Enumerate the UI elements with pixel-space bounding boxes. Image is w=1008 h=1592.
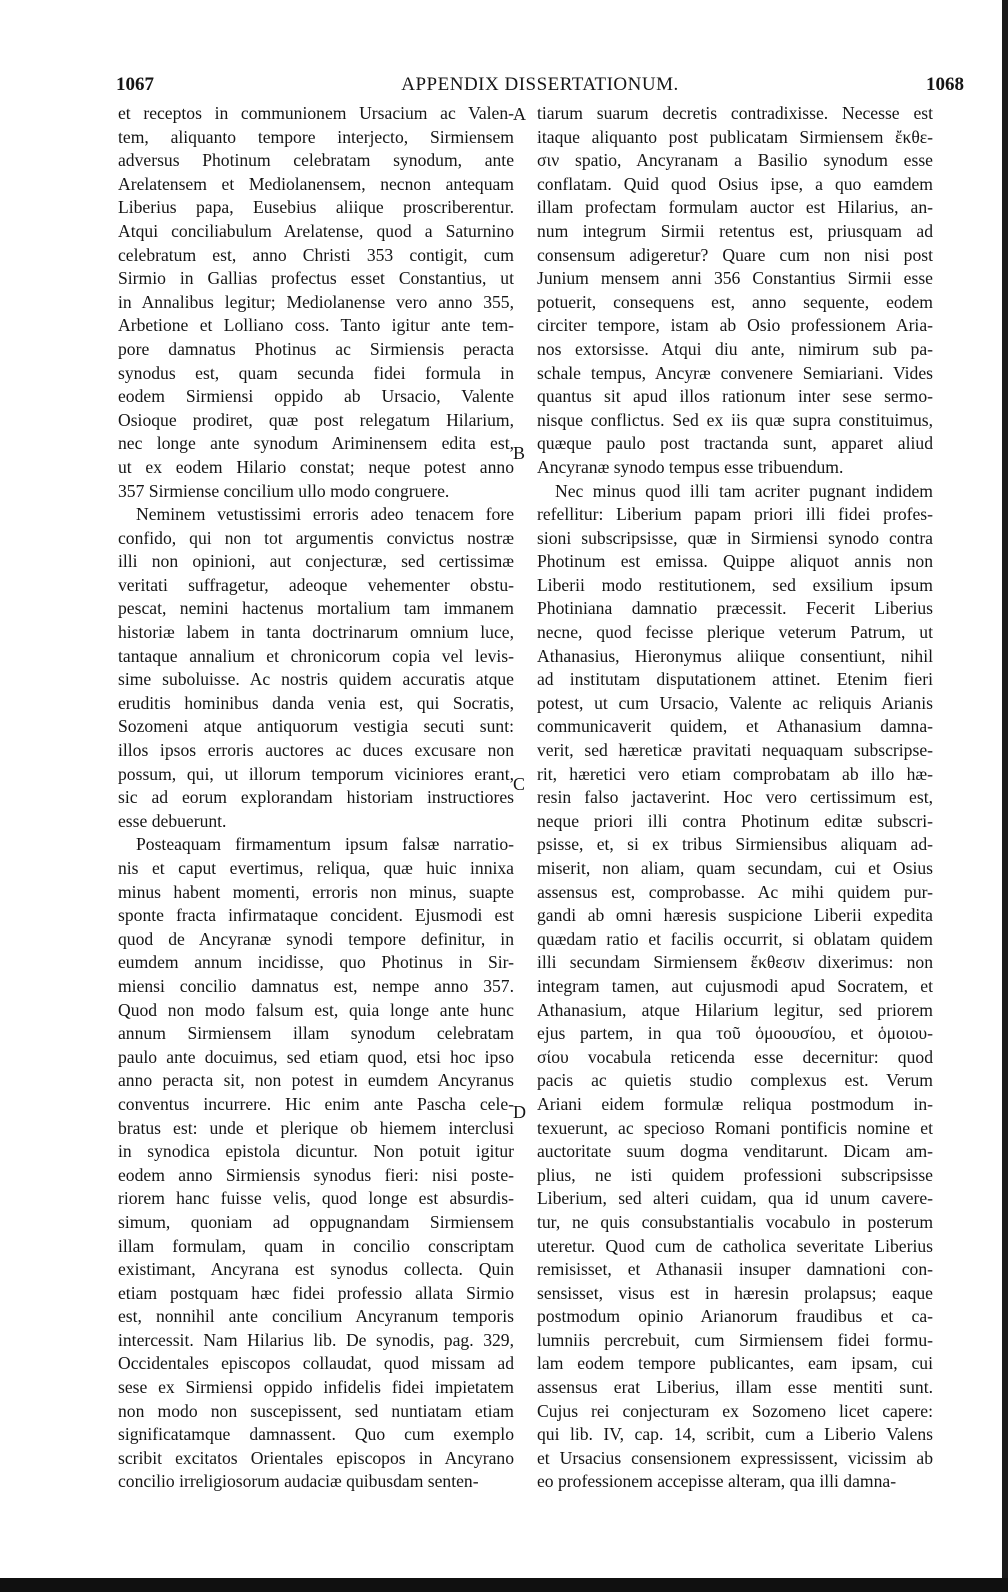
text-line: rit, hæretici vero etiam comprobatam ab illo hæ-	[537, 763, 933, 784]
text-line: necne, quod fecisse plerique veterum Patrum, ut	[537, 622, 933, 643]
text-line: eumdem annum incidisse, quo Photinus in Sir-	[118, 952, 514, 973]
text-line: Photiniana damnatio præcessit. Fecerit Liberius	[537, 598, 933, 619]
text-line: ut ex eodem Hilario constat; neque potest anno	[118, 456, 514, 477]
text-line: minus habent momenti, erroris non minus, suapte	[118, 881, 514, 902]
text-line: schale tempus, Ancyræ convenere Semiariani. Vides	[537, 362, 933, 383]
text-line: synodus est, quam secunda fidei formula in	[118, 362, 514, 383]
text-line: pore damnatus Photinus ac Sirmiensis peracta	[118, 338, 514, 359]
text-line: illi secundam Sirmiensem ἔκθεσιν dixerimus: non	[537, 952, 933, 973]
text-line: confido, qui non tot argumentis convictus nostræ	[118, 527, 514, 548]
text-line: scribit excitatos Orientales episcopos in Ancyrano	[118, 1447, 514, 1468]
text-line: assensus est, comprobasse. Ac mihi quidem pur-	[537, 881, 933, 902]
text-line: Sirmio in Gallias profectus esset Constantius, ut	[118, 268, 514, 289]
text-line: plius, ne isti quidem professioni subscripsisse	[537, 1164, 933, 1185]
text-line: eodem anno Sirmiensis synodus fieri: nisi poste-	[118, 1164, 514, 1185]
text-line: existimant, Ancyrana est synodus collecta. Quin	[118, 1259, 514, 1280]
text-line: quantus sit apud illos rationum inter sese sermo-	[537, 386, 933, 407]
text-line: Cujus rei conjecturam ex Sozomeno licet capere:	[537, 1400, 933, 1421]
text-line: Neminem vetustissimi erroris adeo tenacem fore	[136, 504, 514, 525]
text-line: adversus Photinum celebratam synodum, ante	[118, 150, 514, 171]
margin-letter-b: B	[513, 443, 526, 463]
text-line: potuerit, consequens est, anno sequente, eodem	[537, 291, 933, 312]
text-line: psisse, et, si ex tribus Sirmiensibus aliquam ad-	[537, 834, 933, 855]
text-line: intercessit. Nam Hilarius lib. De synodis, pag. 329,	[118, 1329, 514, 1350]
text-line: Liberius papa, Eusebius aliique proscriberentur.	[118, 197, 514, 218]
text-line: conventus incurrere. Hic enim ante Pascha cele-	[118, 1093, 514, 1114]
margin-letter-c: C	[513, 774, 526, 794]
text-line: lumniis percrebuit, cum Sirmiensem fidei formu-	[537, 1329, 933, 1350]
margin-letter-d: D	[513, 1102, 526, 1122]
text-line: nis et caput evertimus, reliqua, quæ huic innixa	[118, 858, 514, 878]
text-line: Liberii modo restitutionem, sed exsilium ipsum	[537, 574, 933, 595]
text-line: Junium mensem anni 356 Constantius Sirmii esse	[537, 268, 933, 289]
text-line: Ancyranæ synodo tempus esse tribuendum.	[537, 456, 844, 477]
text-line: sensisset, visus est in hæresin prolapsus; eaque	[537, 1282, 933, 1303]
text-line: refellitur: Liberium papam priori illi fidei profes-	[537, 504, 933, 525]
text-line: paulo ante docuimus, sed etiam quod, etsi hoc ipso	[118, 1046, 514, 1067]
text-line: postmodum opinio Arianorum fraudibus et ca-	[537, 1306, 933, 1327]
text-line: illi non opinioni, aut conjecturæ, sed certissimæ	[118, 551, 514, 572]
text-line: sponte fracta infirmataque concident. Ejusmodi est	[118, 905, 514, 926]
text-line: σίου vocabula reticenda esse decernitur: quod	[537, 1046, 933, 1067]
text-line: quædam ratio et facilis occurrit, si oblatam quidem	[537, 928, 933, 949]
text-line: auctoritate suum dogma venditarunt. Dicam am-	[537, 1141, 933, 1162]
text-line: consensum adigeretur? Quare cum non nisi post	[537, 244, 933, 265]
text-line: tiarum suarum decretis contradixisse. Necesse est	[537, 103, 933, 123]
text-line: in synodica epistola dicuntur. Non potuit igitur	[118, 1141, 514, 1162]
text-line: est, nonnihil ante concilium Ancyranum temporis	[118, 1306, 514, 1327]
text-line: Nec minus quod illi tam acriter pugnant indidem	[555, 480, 933, 501]
text-line: illam profectam formulam auctor est Hilarius, an-	[537, 197, 933, 218]
text-line: pescat, nemini hactenus mortalium tam immanem	[118, 598, 514, 619]
text-line: eo professionem accepisse alteram, qua illi damna-	[537, 1471, 897, 1492]
text-line: communicaverit quidem, et Athanasium damna-	[537, 716, 933, 737]
margin-letter-a: A	[513, 104, 526, 124]
text-line: Occidentales episcopos collaudat, quod missam ad	[118, 1353, 514, 1374]
text-line: tur, ne quis consubstantialis vocabulo in posterum	[537, 1211, 933, 1232]
text-line: sime suboluisse. Ac nostris quidem accuratis atque	[118, 669, 514, 690]
text-line: nos extorsisse. Atqui diu ante, nimirum sub pa-	[537, 338, 933, 359]
text-line: celebratum est, anno Christi 353 contigit, cum	[118, 244, 514, 265]
text-line: 357 Sirmiense concilium ullo modo congruere.	[118, 480, 450, 501]
text-line: verit, sed hæreticæ pravitati nequaquam subscripse-	[537, 740, 933, 761]
left-column	[118, 102, 514, 1494]
text-line: riorem hanc fuisse velis, quod longe est absurdis-	[118, 1188, 514, 1209]
text-line: tem, aliquanto tempore interjecto, Sirmiensem	[118, 126, 514, 147]
text-line: et Ursacius consensionem expressissent, vicissim ab	[537, 1447, 933, 1468]
text-line: pacis ac quietis studio complexus est. Verum	[537, 1070, 933, 1091]
text-line: sese ex Sirmiensi oppido infidelis fidei impietatem	[118, 1377, 514, 1398]
text-line: in Annalibus legitur; Mediolanense vero anno 355,	[118, 291, 514, 312]
text-line: circiter tempore, istam ab Osio professionem Aria-	[537, 315, 933, 336]
text-line: Liberium, sed alteri cuidam, qua id unum cavere-	[537, 1188, 933, 1209]
text-line: miensi concilio damnatus est, nempe anno 357.	[118, 975, 514, 996]
text-line: Quod non modo falsum est, quia longe ante hunc	[118, 999, 514, 1020]
text-line: Arbetione et Lolliano coss. Tanto igitur ante tem-	[118, 315, 514, 336]
text-line: etiam postquam hæc fidei professio allata Sirmio	[118, 1282, 514, 1303]
text-line: sioni subscripsisse, quæ in Sirmiensi synodo contra	[537, 527, 933, 548]
text-line: annum Sirmiensem illam synodum celebratam	[118, 1023, 514, 1044]
page-edge	[0, 1578, 1008, 1592]
text-line: remisisset, et Athanasii insuper damnationi con-	[537, 1259, 933, 1280]
text-line: miserit, non aliam, quam secundam, cui et Osius	[537, 858, 933, 878]
text-line: σιν spatio, Ancyranam a Basilio synodum esse	[537, 150, 933, 171]
text-line: potest, ut cum Ursacio, Valente ac reliquis Arianis	[537, 692, 933, 713]
text-line: neque priori illi contra Photinum editæ subscri-	[537, 810, 933, 831]
right-column	[537, 102, 933, 1494]
text-line: significatamque damnassent. Quo cum exemplo	[118, 1424, 514, 1445]
text-line: assensus erat Liberius, illam esse mentiti sunt.	[537, 1377, 933, 1398]
page-edge	[1002, 0, 1008, 1592]
text-line: ejus partem, in qua τοῦ ὁμοουσίου, et ὁμοιου-	[537, 1023, 933, 1044]
text-line: lam eodem tempore publicantes, eam ipsam, cui	[537, 1353, 933, 1374]
text-line: bratus est: unde et plerique ob hiemem interclusi	[118, 1117, 514, 1138]
text-line: non modo non suscepissent, sed nuntiatam etiam	[118, 1400, 514, 1421]
text-line: tantaque annalium et chronicorum copia vel levis-	[118, 645, 514, 666]
page-number-left: 1067	[116, 74, 154, 95]
text-line: esse debuerunt.	[118, 810, 227, 831]
text-line: Posteaquam firmamentum ipsum falsæ narratio-	[136, 834, 514, 855]
text-line: ad institutam disputationem attinet. Etenim fieri	[537, 669, 933, 690]
page-number-right: 1068	[926, 74, 964, 95]
text-line: nisque conflictus. Sed ex iis quæ supra constituimus,	[537, 409, 933, 430]
text-line: Atqui conciliabulum Arelatense, quod a Saturnino	[118, 220, 514, 241]
text-line: conflatam. Quid quod Osius ipse, a quo eamdem	[537, 173, 933, 194]
text-line: Sozomeni atque antiquorum vestigia secuti sunt:	[118, 716, 514, 737]
text-line: illam formulam, quam in concilio conscriptam	[118, 1235, 514, 1256]
text-line: veritati suffragetur, adeoque vehementer obstu-	[118, 574, 514, 595]
text-line: qui lib. IV, cap. 14, scribit, cum a Liberio Valens	[537, 1424, 933, 1445]
text-line: possum, qui, ut illorum temporum viciniores erant,	[118, 763, 514, 784]
running-title: APPENDIX DISSERTATIONUM.	[401, 74, 679, 95]
text-line: concilio irreligiosorum audaciæ quibusdam senten-	[118, 1471, 479, 1492]
text-line: itaque aliquanto post publicatam Sirmiensem ἔκθε-	[537, 126, 933, 147]
text-line: Osioque prodiret, quæ post relegatum Hilarium,	[118, 409, 514, 430]
text-line: integram tamen, aut cujusmodi apud Socratem, et	[537, 975, 933, 996]
text-line: anno peracta sit, non potest in eumdem Ancyranus	[118, 1070, 514, 1091]
text-line: historiæ labem in tanta doctrinarum omnium luce,	[118, 622, 514, 643]
text-line: Athanasium, atque Hilarium legitur, sed priorem	[537, 999, 933, 1020]
text-line: Arelatensem et Mediolanensem, necnon antequam	[118, 173, 514, 194]
text-line: resin falso jactaverint. Hoc vero certissimum est,	[537, 787, 933, 808]
text-line: num integrum Sirmii retentus est, priusquam ad	[537, 220, 933, 241]
text-line: nec longe ante synodum Ariminensem edita est,	[118, 433, 514, 454]
text-line: eruditis hominibus danda venia est, qui Socratis,	[118, 692, 514, 713]
text-line: et receptos in communionem Ursacium ac Valen-	[118, 103, 514, 123]
running-header	[116, 74, 964, 98]
text-line: quæque paulo post tractanda sunt, apparet aliud	[537, 433, 933, 454]
text-line: eodem Sirmiensi oppido ab Ursacio, Valente	[118, 386, 514, 407]
text-line: simum, quoniam ad oppugnandam Sirmiensem	[118, 1211, 514, 1232]
text-line: Photinum est emissa. Quippe aliquot annis non	[537, 551, 933, 572]
text-line: quod de Ancyranæ synodi tempore definitur, in	[118, 928, 514, 949]
text-line: sic ad eorum explorandam historiam instructiores	[118, 787, 514, 808]
text-line: gandi ab omni hæresis suspicione Liberii expedita	[537, 905, 933, 926]
text-line: illos ipsos erroris auctores ac duces excusare non	[118, 740, 514, 761]
text-line: Ariani eidem formulæ reliqua postmodum in-	[537, 1093, 933, 1114]
text-line: uteretur. Quod cum de catholica severitate Liberius	[537, 1235, 933, 1256]
text-line: texuerunt, ac specioso Romani pontificis nomine et	[537, 1117, 933, 1138]
text-line: Athanasius, Hieronymus aliique consentiunt, nihil	[537, 645, 933, 666]
